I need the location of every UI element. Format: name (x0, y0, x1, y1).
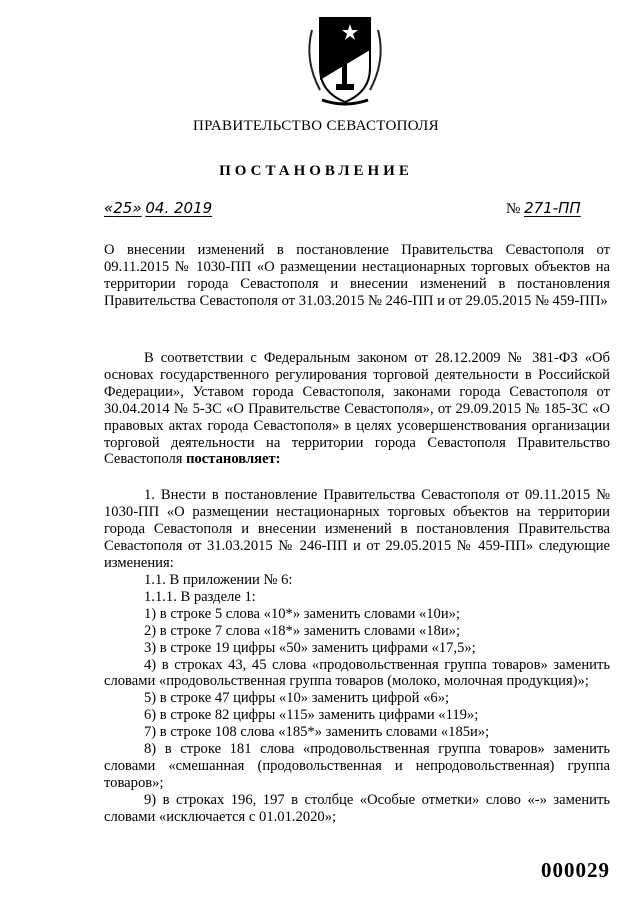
date-day: 25 (113, 199, 133, 217)
date-close-quote: » (132, 199, 142, 217)
list-item: 9) в строках 196, 197 в столбце «Особые отметки» слово «-» заменить словами «исключается с 01.01.2020»; (104, 791, 610, 825)
list-item: 8) в строке 181 слова «продовольственная группа товаров» заменить словами «смешанная (продовольственная и непродовольственная) группа товаров»; (104, 741, 610, 791)
document-serial-number: 000029 (541, 858, 610, 882)
amendments-list (104, 572, 610, 826)
number-value: 271-ПП (524, 199, 581, 217)
list-item: 3) в строке 19 цифры «50» заменить цифрами «17,5»; (144, 639, 476, 656)
list-item: 7) в строке 108 слова «185*» заменить словами «185и»; (144, 724, 490, 741)
list-item: 4) в строках 43, 45 слова «продовольственная группа товаров» заменить словами «продовольственная группа товаров (молоко, молочная продукция)»; (104, 656, 610, 690)
sevastopol-coat-of-arms-icon (302, 10, 388, 108)
clause-1: 1. Внести в постановление Правительства Севастополя от 09.11.2015 № 1030-ПП «О размещении нестационарных торговых объектов на территории города Севастополя и внесении изменений в постановления Правительства Севастополя от 31.03.2015 № 246-ПП и от 29.05.2015 № 459-ПП» следующие изменения: (104, 487, 610, 571)
date-open-quote: « (104, 199, 114, 217)
date-month-year: 04. 2019 (145, 199, 213, 217)
document-subject: О внесении изменений в постановление Правительства Севастополя от 09.11.2015 № 1030-ПП «О размещении нестационарных торговых объектов на территории города Севастополя и внесении изменений в постановления Правительства Севастополя от 31.03.2015 № 246-ПП и от 29.05.2015 № 459-ПП» (104, 242, 610, 309)
document-date (104, 199, 212, 218)
list-item: 6) в строке 82 цифры «115» заменить цифрами «119»; (144, 707, 479, 724)
list-item: 1.1. В приложении № 6: (144, 572, 293, 588)
government-name: ПРАВИТЕЛЬСТВО СЕВАСТОПОЛЯ (193, 118, 439, 134)
document-type-title: ПОСТАНОВЛЕНИЕ (219, 163, 413, 179)
list-item: 1.1.1. В разделе 1: (144, 588, 256, 605)
preamble-resolves: постановляет: (186, 451, 281, 468)
list-item: 1) в строке 5 слова «10*» заменить словами «10и»; (144, 605, 461, 622)
number-sign: № (506, 201, 521, 217)
list-item: 2) в строке 7 слова «18*» заменить словами «18и»; (144, 622, 461, 639)
preamble-text: В соответствии с Федеральным законом от 28.12.2009 № 381-ФЗ «Об основах государственного регулирования торговой деятельности в Российской Федерации», Уставом города Севастополя, законами города Севастополя от 30.04.2014 № 5-ЗС «О Правительстве Севастополя», от 29.09.2015 № 185-ЗС «О правовых актах города Севастополя» в целях усовершенствования организации торговой деятельности на территории города Севастополя Правительство Севастополя (104, 350, 610, 468)
list-item: 5) в строке 47 цифры «10» заменить цифрой «6»; (144, 690, 450, 707)
preamble-paragraph (104, 350, 610, 468)
document-number (506, 199, 581, 218)
